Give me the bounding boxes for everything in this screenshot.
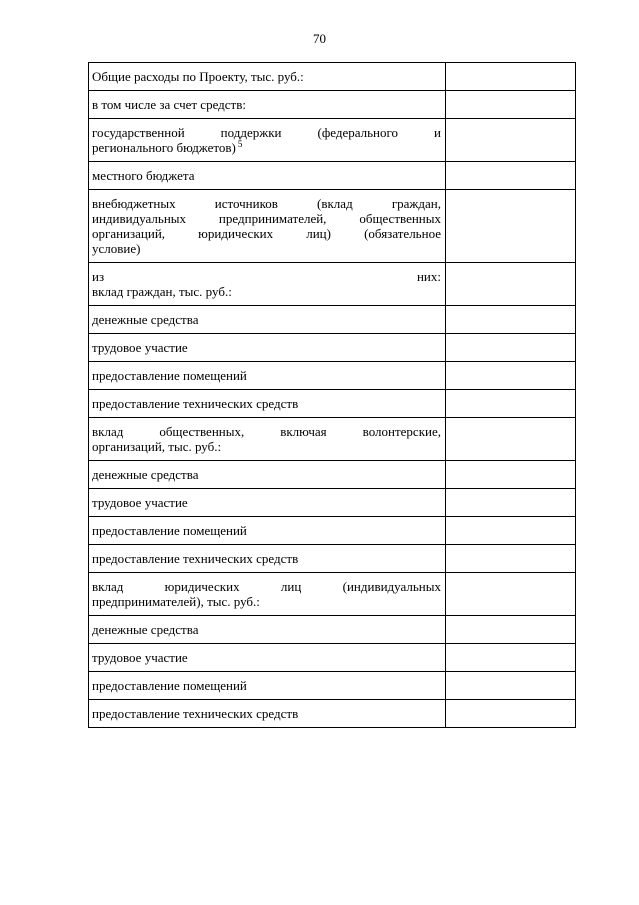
table-row	[89, 263, 576, 306]
table-row	[89, 418, 576, 461]
table-row	[89, 616, 576, 644]
page-number: 70	[313, 31, 326, 46]
table-row	[89, 672, 576, 700]
row-label-cell	[89, 362, 446, 390]
row-value-cell[interactable]	[446, 545, 576, 573]
row-label-line: денежные средства	[92, 312, 199, 327]
row-label-cell	[89, 119, 446, 162]
row-label-line: вклад юридических лиц (индивидуальных	[92, 579, 441, 594]
row-label-line: регионального бюджетов)	[92, 140, 236, 155]
table-row	[89, 545, 576, 573]
table-row	[89, 573, 576, 616]
row-label-cell	[89, 517, 446, 545]
row-label-line: трудовое участие	[92, 650, 188, 665]
row-label-line: организаций, тыс. руб.:	[92, 439, 222, 454]
table-row	[89, 306, 576, 334]
row-label-cell	[89, 306, 446, 334]
row-value-cell[interactable]	[446, 616, 576, 644]
row-label-line: условие)	[92, 241, 141, 256]
row-label-line: в том числе за счет средств:	[92, 97, 246, 112]
row-label-cell	[89, 461, 446, 489]
row-value-cell[interactable]	[446, 190, 576, 263]
table-row	[89, 362, 576, 390]
row-value-cell[interactable]	[446, 390, 576, 418]
row-label-line: государственной поддержки (федерального и	[92, 125, 441, 140]
table-row	[89, 63, 576, 91]
row-label-cell	[89, 700, 446, 728]
row-label-line: трудовое участие	[92, 495, 188, 510]
row-label-line-with-footnote	[92, 140, 441, 155]
row-label-line: вклад граждан, тыс. руб.:	[92, 284, 232, 299]
row-label-cell	[89, 616, 446, 644]
row-label-line: индивидуальных предпринимателей, общественных	[92, 211, 441, 226]
row-label-line: из них:	[92, 269, 441, 284]
row-label-cell	[89, 334, 446, 362]
row-label-cell	[89, 573, 446, 616]
table-row	[89, 119, 576, 162]
row-value-cell[interactable]	[446, 489, 576, 517]
footnote-marker: 5	[237, 138, 243, 149]
row-label-cell	[89, 545, 446, 573]
budget-table	[88, 62, 576, 728]
row-value-cell[interactable]	[446, 362, 576, 390]
row-value-cell[interactable]	[446, 162, 576, 190]
row-label-line: денежные средства	[92, 622, 199, 637]
row-label-line: денежные средства	[92, 467, 199, 482]
table-row	[89, 334, 576, 362]
row-label-cell	[89, 63, 446, 91]
row-label-line: Общие расходы по Проекту, тыс. руб.:	[92, 69, 304, 84]
table-row	[89, 644, 576, 672]
table-row	[89, 461, 576, 489]
table-row	[89, 489, 576, 517]
row-label-line: предоставление технических средств	[92, 706, 299, 721]
table-row	[89, 700, 576, 728]
table-row	[89, 517, 576, 545]
row-value-cell[interactable]	[446, 119, 576, 162]
row-label-line: предоставление технических средств	[92, 396, 299, 411]
table-row	[89, 190, 576, 263]
row-value-cell[interactable]	[446, 306, 576, 334]
row-label-cell	[89, 672, 446, 700]
row-label-cell	[89, 390, 446, 418]
row-label-line: предоставление помещений	[92, 368, 247, 383]
row-value-cell[interactable]	[446, 517, 576, 545]
row-label-line: внебюджетных источников (вклад граждан,	[92, 196, 441, 211]
row-label-line: предпринимателей), тыс. руб.:	[92, 594, 260, 609]
row-label-cell	[89, 190, 446, 263]
table-row	[89, 162, 576, 190]
table-row	[89, 91, 576, 119]
row-label-cell	[89, 162, 446, 190]
row-value-cell[interactable]	[446, 263, 576, 306]
row-value-cell[interactable]	[446, 461, 576, 489]
row-label-line: предоставление помещений	[92, 523, 247, 538]
row-value-cell[interactable]	[446, 644, 576, 672]
row-label-line: предоставление помещений	[92, 678, 247, 693]
row-label-cell	[89, 263, 446, 306]
table-row	[89, 390, 576, 418]
row-value-cell[interactable]	[446, 63, 576, 91]
budget-table-body	[89, 63, 576, 728]
row-label-cell	[89, 418, 446, 461]
row-label-cell	[89, 644, 446, 672]
row-label-cell	[89, 91, 446, 119]
row-value-cell[interactable]	[446, 334, 576, 362]
row-label-line: местного бюджета	[92, 168, 195, 183]
row-value-cell[interactable]	[446, 573, 576, 616]
row-label-cell	[89, 489, 446, 517]
row-value-cell[interactable]	[446, 700, 576, 728]
row-value-cell[interactable]	[446, 672, 576, 700]
row-label-line: предоставление технических средств	[92, 551, 299, 566]
row-value-cell[interactable]	[446, 91, 576, 119]
row-label-line: вклад общественных, включая волонтерские,	[92, 424, 441, 439]
row-label-line: организаций, юридических лиц) (обязательное	[92, 226, 441, 241]
row-value-cell[interactable]	[446, 418, 576, 461]
row-label-line: трудовое участие	[92, 340, 188, 355]
